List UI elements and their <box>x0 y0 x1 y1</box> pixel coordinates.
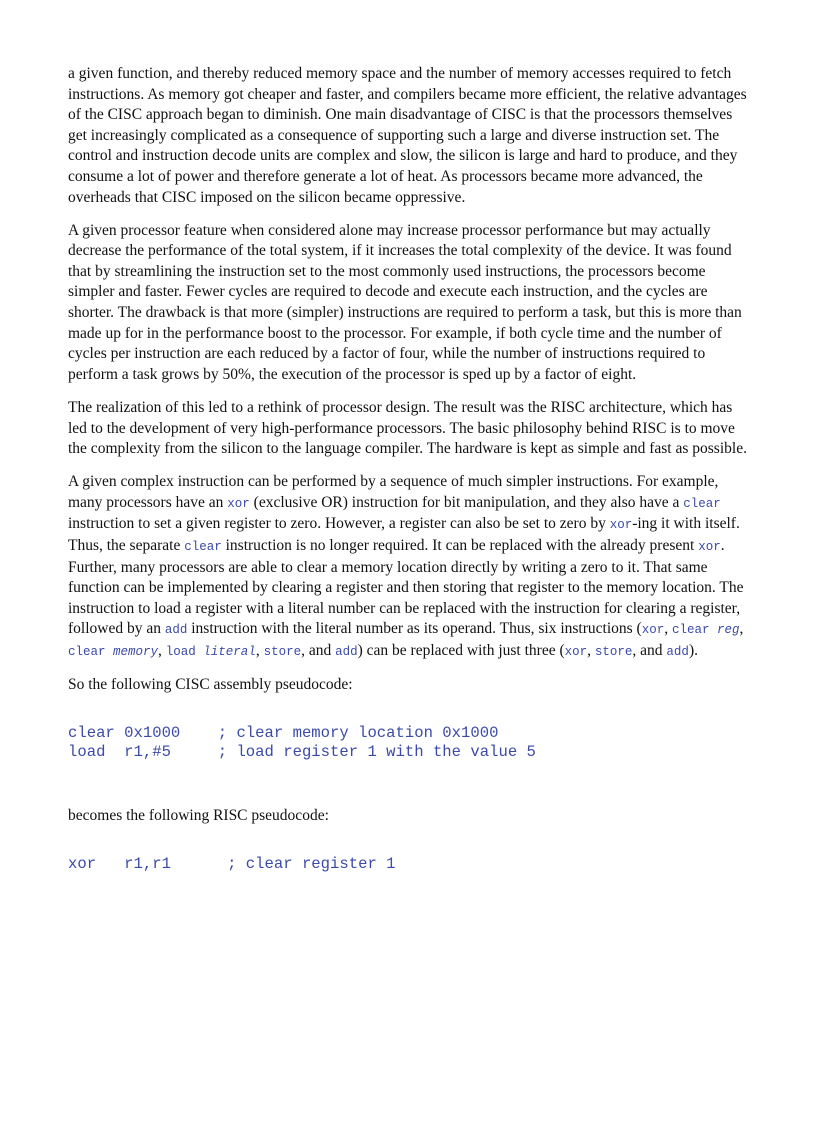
text-run: , <box>587 641 595 659</box>
inline-code-add: add <box>666 644 689 659</box>
text-run: , <box>255 641 264 659</box>
inline-code-xor: xor <box>609 518 633 533</box>
code-keyword: load <box>165 644 204 659</box>
paragraph-instruction-replacement <box>68 472 748 662</box>
inline-code-clear: clear <box>184 539 222 554</box>
inline-code-xor: xor <box>698 539 721 554</box>
text-run: . Further, many processors are able to clear a memory location directly by writing a zero to it. That same function can be implemented by clearing a register and then storing that register to the memory location. The instruction to load a register with a literal number can be replaced with the instruction for clearing a register, followed by an <box>68 536 744 638</box>
text-run: instruction to set a given register to zero. However, a register can also be set to zero by <box>68 515 610 533</box>
text-run: , <box>664 620 672 638</box>
paragraph-cisc-intro: So the following CISC assembly pseudocode: <box>68 676 353 694</box>
paragraph-risc-philosophy: The realization of this led to a rethink of processor design. The result was the RISC architecture, which has led to the development of very high-performance processors. The basic philosophy behind RISC is to move the complexity from the silicon to the language compiler. The hardware is kept as simple and fast as possible. <box>68 398 747 458</box>
inline-code-xor: xor <box>227 496 250 511</box>
paragraph-risc-intro: becomes the following RISC pseudocode: <box>68 806 329 824</box>
text-run: , and <box>632 641 667 659</box>
inline-code-store: store <box>263 644 302 659</box>
paragraph-streamlining: A given processor feature when considered alone may increase processor performance but may actually decrease the performance of the total system, if it increases the total complexity of the device. It was found that by streamlining the instruction set to the most commonly used instructions, the processors become simpler and faster. Fewer cycles are required to decode and execute each instruction, and the cycles are shorter. The drawback is that more (simpler) instructions are required to perform a task, but this is more than made up for in the performance boost to the processor. For example, if both cycle time and the number of cycles per instruction are each reduced by a factor of four, while the number of instructions required to perform a task grows by 50%, the execution of the processor is sped up by a factor of eight. <box>68 221 742 383</box>
text-run: ) can be replaced with just three ( <box>357 641 565 659</box>
inline-code-clear-reg <box>672 623 740 637</box>
inline-code-xor: xor <box>564 644 588 659</box>
paragraph-cisc-disadvantages: a given function, and thereby reduced memory space and the number of memory accesses required to fetch instructions. As memory got cheaper and faster, and compilers became more efficient, the relative advantages of the CISC approach began to diminish. One main disadvantage of CISC is that the processors themselves get increasingly complicated as a consequence of supporting such a large and diverse instruction set. The control and instruction decode units are complex and slow, the silicon is large and hard to produce, and they consume a lot of power and therefore generate a lot of heat. As processors became more advanced, the overheads that CISC imposed on the silicon became oppressive. <box>68 65 747 206</box>
inline-code-clear-memory <box>68 645 158 659</box>
code-block-cisc: clear 0x1000 ; clear memory location 0x1000 load r1,#5 ; load register 1 with the value 5 <box>68 723 536 761</box>
inline-code-add: add <box>164 623 188 638</box>
text-run: , <box>739 620 744 638</box>
text-run: A given complex instruction can be performed by a sequence of much simpler instructions. For example, many processors have an <box>68 473 719 511</box>
code-keyword: clear <box>68 644 114 659</box>
inline-code-store: store <box>594 644 633 659</box>
text-run: , <box>158 641 166 659</box>
document-page <box>68 64 748 874</box>
text-run: (exclusive OR) instruction for bit manipulation, and they also have a <box>249 493 684 511</box>
inline-code-load-literal <box>166 645 256 659</box>
code-placeholder: memory <box>113 644 159 659</box>
inline-code-xor: xor <box>641 623 665 638</box>
text-run: instruction with the literal number as its operand. Thus, six instructions ( <box>187 620 642 638</box>
code-block-risc: xor r1,r1 ; clear register 1 <box>68 855 396 874</box>
text-run: ). <box>688 641 698 659</box>
text-run: , and <box>301 641 336 659</box>
code-keyword: clear <box>671 623 717 638</box>
text-run: -ing it with itself. Thus, the separate <box>68 515 740 554</box>
inline-code-add: add <box>335 644 358 659</box>
text-run: instruction is no longer required. It can be replaced with the already present <box>221 536 699 554</box>
code-placeholder: literal <box>203 644 256 659</box>
code-placeholder: reg <box>716 623 740 638</box>
inline-code-clear: clear <box>683 496 721 511</box>
